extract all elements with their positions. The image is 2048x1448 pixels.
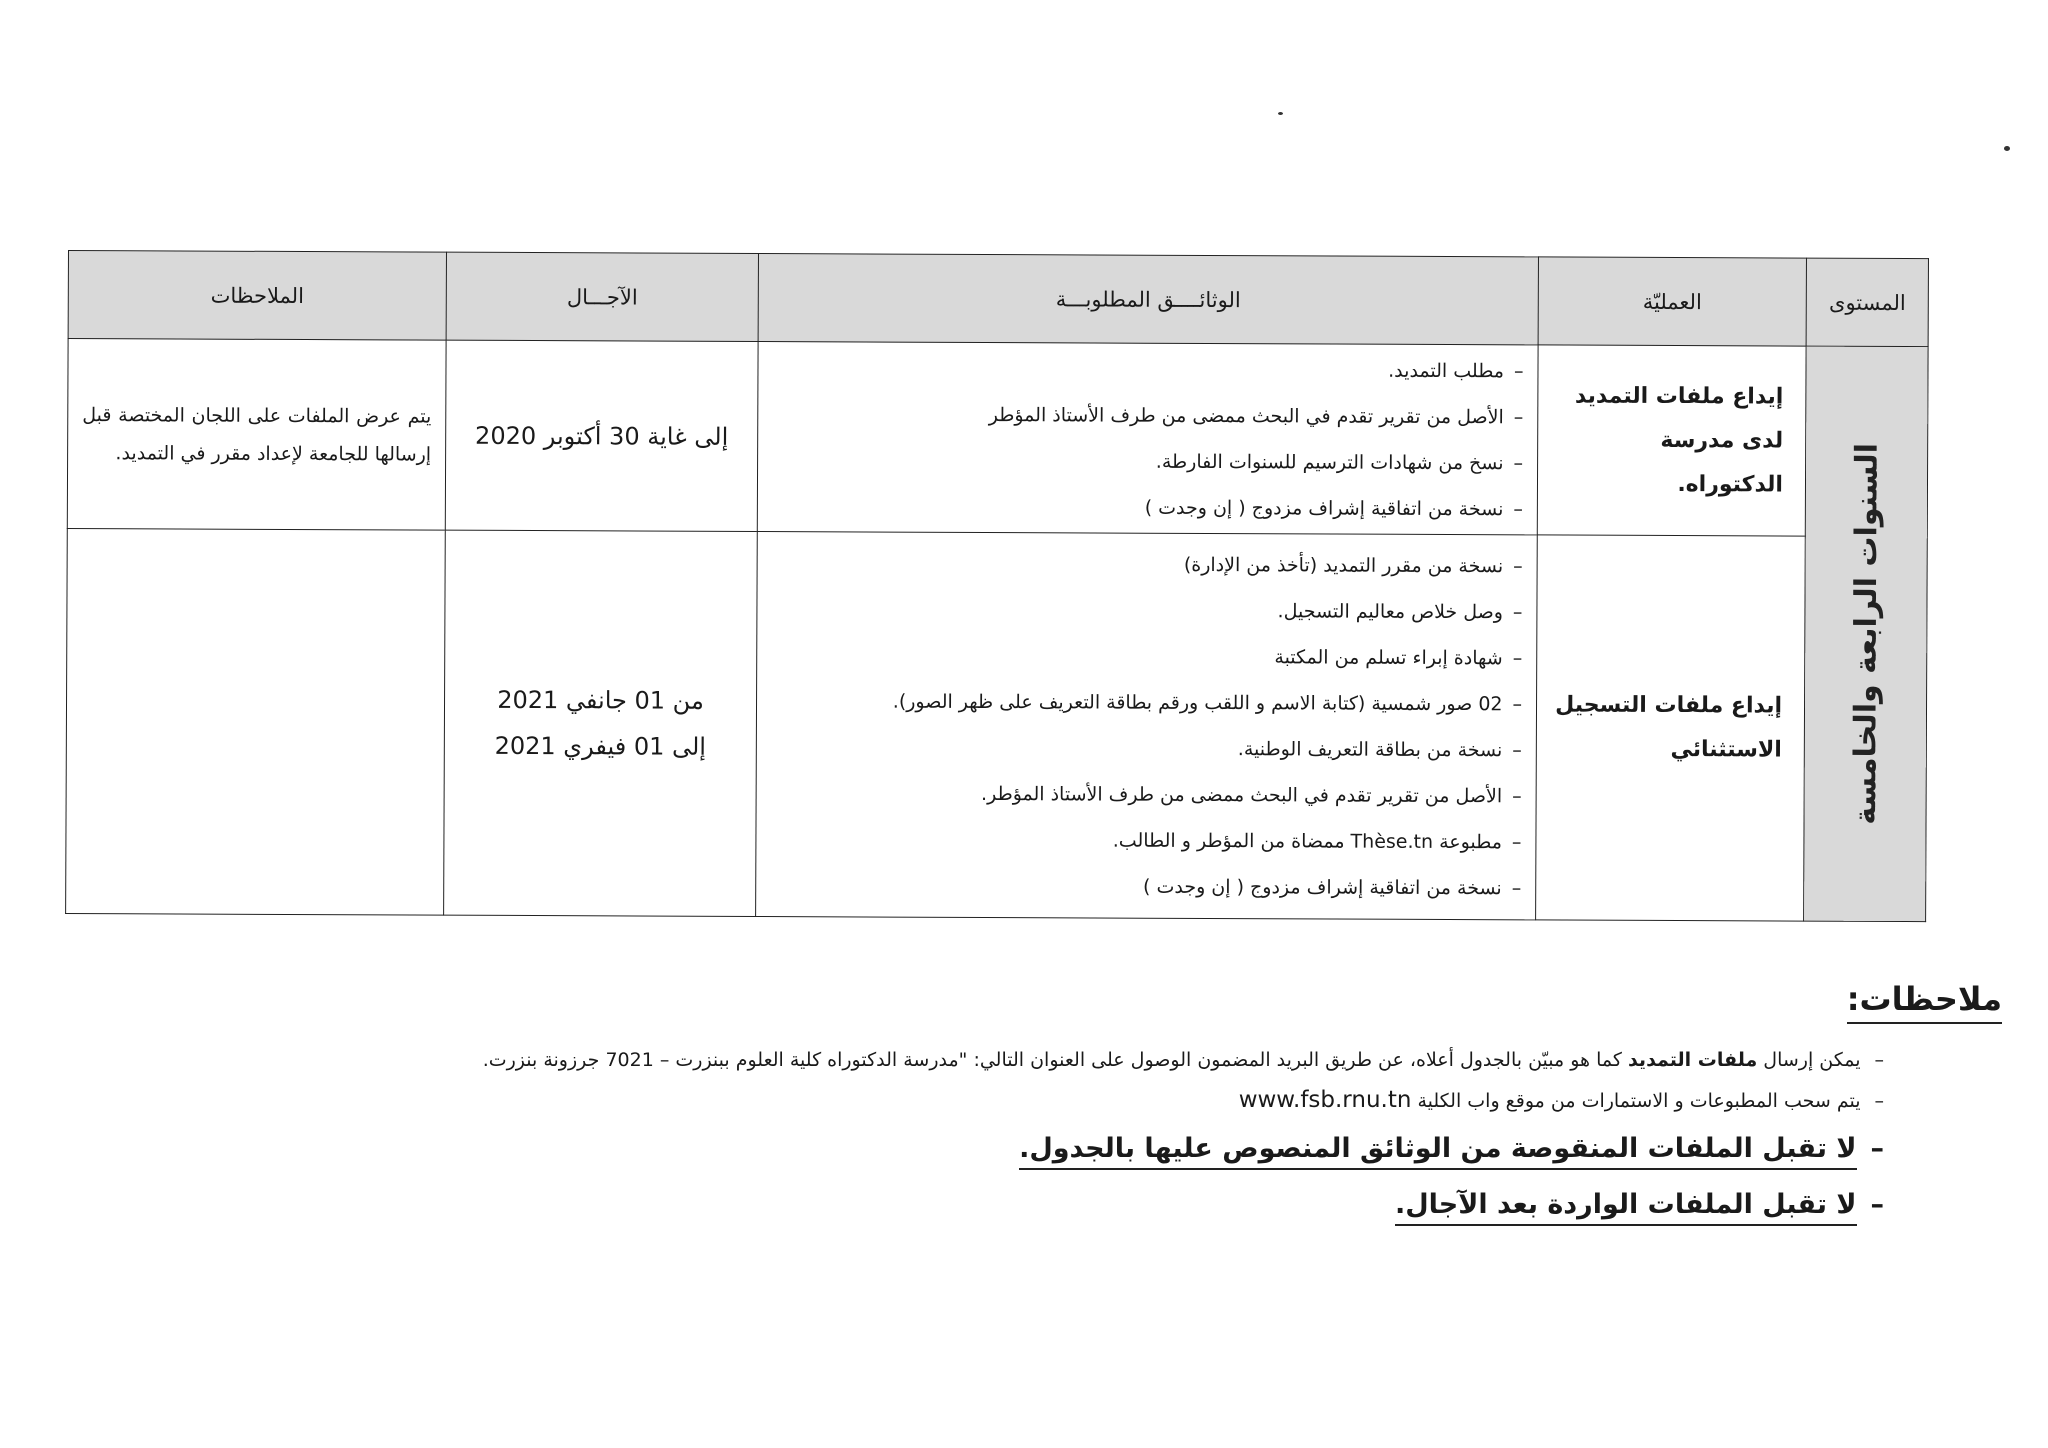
document-item: –نسخ من شهادات الترسيم للسنوات الفارطة. [1155, 450, 1524, 474]
scan-speck [1278, 112, 1283, 115]
header-deadlines: الآجـــال [446, 252, 758, 341]
document-item: –مطلب التمديد. [1388, 359, 1524, 382]
document-item: –شهادة إبراء تسلم من المكتبة [1274, 646, 1523, 670]
document-item: –نسخة من اتفاقية إشراف مزدوج ( إن وجدت ) [1144, 496, 1523, 520]
requirements-table [65, 250, 1929, 922]
dash: – [1513, 359, 1524, 382]
table-row [67, 339, 1928, 537]
note-item: –يمكن إرسال ملفات التمديد كما هو مبيّن بالجدول أعلاه، عن طريق البريد المضمون الوصول على العنوان التالي: "مدرسة الدكتوراه كلية العلوم ببنزرت – 7021 جرزونة بنزرت. [482, 1049, 1884, 1071]
document-item: –الأصل من تقرير تقدم في البحث ممضى من طرف الأستاذ المؤطر [988, 403, 1524, 428]
note-item: –يتم سحب المطبوعات و الاستمارات من موقع واب الكلية www.fsb.rnu.tn [1238, 1087, 1884, 1113]
requirements-table-container [65, 250, 1928, 922]
header-remarks: الملاحظات [68, 251, 446, 341]
documents-cell [756, 532, 1538, 920]
deadline-cell [444, 530, 758, 916]
document-item: –مطبوعة Thèse.tn ممضاة من المؤطر و الطالب. [1112, 829, 1522, 854]
dash: – [1513, 405, 1524, 428]
scan-speck [2004, 146, 2010, 151]
dash: – [1512, 647, 1523, 670]
documents-cell [757, 342, 1538, 535]
document-item: –وصل خلاص معاليم التسجيل. [1277, 600, 1523, 624]
dash: – [1512, 739, 1522, 762]
document-item: –الأصل من تقرير تقدم في البحث ممضى من طرف الأستاذ المؤطر. [981, 782, 1522, 808]
operation-cell: إيداع ملفات التسجيل الاستثنائي [1536, 535, 1806, 921]
header-documents: الوثائــــق المطلوبـــة [758, 254, 1538, 345]
document-item: –02 صور شمسية (كتابة الاسم و اللقب ورقم بطاقة التعريف على ظهر الصور). [892, 690, 1523, 716]
deadline-line: إلى 01 فيفري 2021 [494, 731, 707, 761]
remarks-cell: يتم عرض الملفات على اللجان المختصة قبل إرسالها للجامعة لإعداد مقرر في التمديد. [67, 339, 446, 531]
notes-section [302, 980, 2002, 1233]
dash: – [1513, 555, 1523, 578]
dash: – [1513, 451, 1524, 474]
operation-cell: إيداع ملفات التمديد لدى مدرسة الدكتوراه. [1537, 345, 1806, 536]
website-link[interactable]: www.fsb.rnu.tn [1238, 1087, 1412, 1113]
table-row [66, 528, 1928, 921]
note-strong-text: ملفات التمديد [1627, 1049, 1758, 1071]
dash: – [1512, 785, 1522, 808]
remarks-cell [66, 528, 446, 915]
deadline-cell [445, 340, 758, 531]
table-header-row [68, 251, 1928, 347]
document-item: –نسخة من اتفاقية إشراف مزدوج ( إن وجدت ) [1143, 875, 1522, 900]
document-item: –نسخة من بطاقة التعريف الوطنية. [1237, 738, 1522, 762]
header-level: المستوى [1806, 258, 1928, 347]
dash: – [1512, 693, 1523, 716]
notes-title: ملاحظات: [1847, 980, 2002, 1024]
header-operation: العمليّة [1538, 257, 1806, 346]
note-warning: –لا تقبل الملفات الواردة بعد الآجال. [302, 1177, 2002, 1233]
note-warning: –لا تقبل الملفات المنقوصة من الوثائق المنصوص عليها بالجدول. [302, 1121, 2002, 1177]
dash: – [1513, 497, 1523, 520]
deadline-line: إلى غاية 30 أكتوبر 2020 [475, 421, 729, 451]
dash: – [1511, 877, 1522, 900]
dash: – [1512, 601, 1523, 624]
document-item: –نسخة من مقرر التمديد (تأخذ من الإدارة) [1183, 553, 1523, 578]
dash: – [1511, 831, 1522, 854]
level-cell [1804, 346, 1929, 922]
deadline-line: من 01 جانفي 2021 [497, 685, 704, 715]
level-label: السنوات الرابعة والخامسة [1847, 442, 1885, 825]
